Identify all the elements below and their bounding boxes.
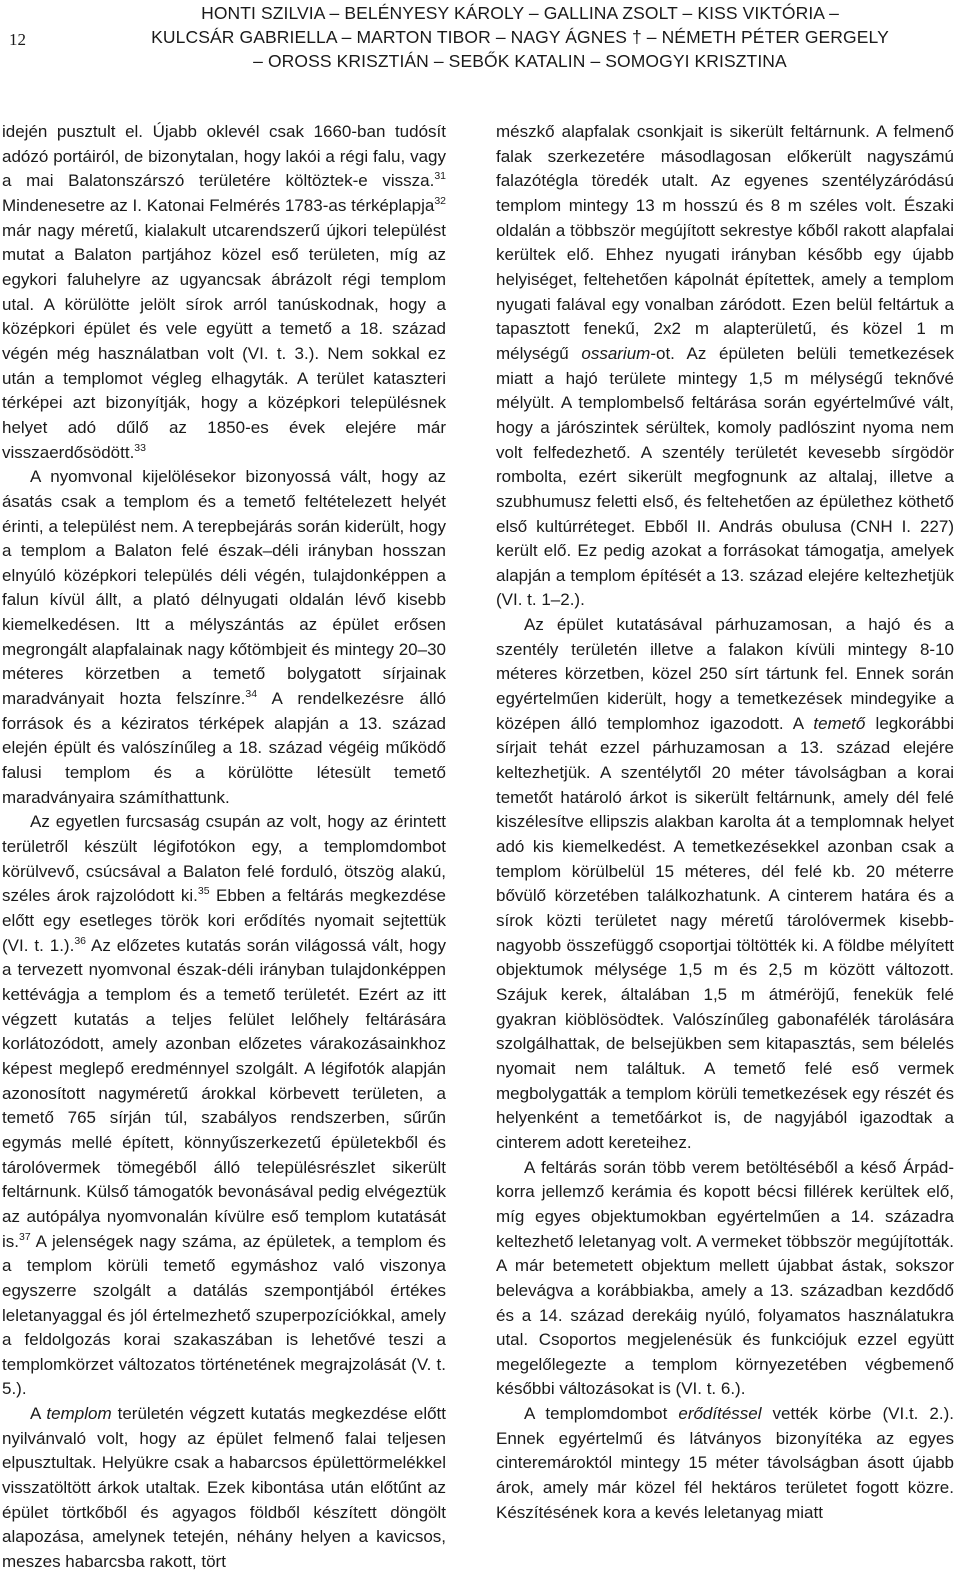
text-run: A jelenségek nagy száma, az épületek, a templom és a templom körüli temető egymáshoz való viszonya egyszerre szolgált a datálás szempontjából értékes leletanyaggal és jól értelmezhető szuperpozíciókkal, amely a feldolgozás korai szakaszában is lehetővé teszi a templomkörzet változatos történetének megrajzolását (V. t. 5.). [2, 1231, 446, 1399]
paragraph [496, 1402, 954, 1525]
text-run: Az egyetlen furcsaság csupán az volt, hogy az érintett területről készült légifotókon egy, a templomdombot körülvevő, csúcsával a Balaton felé forduló, ötszög alakú, széles árok rajzolódott ki. [2, 812, 446, 906]
text-run: Mindenesetre az I. Katonai Felmérés 1783-as térképlapja [2, 195, 435, 215]
running-header [120, 1, 920, 73]
text-run: Ebben a feltárás megkezdése előtt egy esetleges török kori erődítés nyomait sejtettük (VI. t. 1.). [2, 886, 446, 955]
paragraph [496, 613, 954, 1155]
text-run: Az előzetes kutatás során világossá vált, hogy a tervezett nyomvonal észak-déli irányban tulajdonképpen kettévágja a templom és a temető területét. Ezért az itt végzett kutatás a teljes felület lelőhely feltárására korlátozódott, amely azonban előzetes várakozásainkhoz képest meglepő eredménnyel szolgált. A légifotók alapján azonosított nagyméretű árokkal körbevett területen, a temető 765 sírján túl, szabályos rendszerben, sűrűn egymás mellé épített, könnyűszerkezetű épületekből és tárolóvermek tömegéből álló településrészlet sikerült feltárnunk. Külső támogatók bevonásával pedig elvégeztük az autópálya nyomvonalán kívülre eső templom kutatását is. [2, 935, 447, 1251]
footnote-ref-36[interactable]: 36 [74, 934, 87, 947]
footnote-ref-31[interactable]: 31 [434, 170, 446, 183]
footnote-ref-33[interactable]: 33 [134, 441, 146, 454]
text-run: legkorábbi sírjait tehát ezzel párhuzamosan a 13. század elejére keltezhetjük. A szentélytől 20 méter távolságban a korai temetőt határoló árkot is sikerült feltárnunk, amely dél felé kiszélesítve ellipszis alakban karolta át a templomnak helyet adó kis kiemelkedést. A temetkezésekkel azonban csak a templom körülbelül 15 méteres, dél felé kb. 20 méterre bővülő körzetében találkozhatunk. A cinterem határa és a sírok közti területet nagy méretű tárolóvermek kisebb-nagyobb összefüggő csoportjai töltötték ki. A földbe mélyített objektumok mélysége 1,5 m és 2,5 m között változott. Szájuk kerek, általában 1,5 m átméröjű, fenekük felé gyakran kiöblösödtek. Valószínűleg gabonafélék tárolására szolgálhattak, de belsejükben sem kitapasztás, sem bélelés nyomait nem találtuk. A temető felé eső vermek megbolygatták a templom körüli temetkezések egy részét és helyenként a temetőárkot is, de nagyjából igazodtak a cinterem adott kereteihez. [496, 713, 954, 1152]
footnote-ref-34[interactable]: 34 [245, 688, 258, 701]
text-run: Az épület kutatásával párhuzamosan, a hajó és a szentély területén illetve a falakon kívüli mintegy 8-10 méteres körzetben, közel 250 sírt tártunk fel. Ennek során egyértelműen kiderült, hogy a temetkezések mindegyike a középen álló templomhoz igazodott. A [496, 615, 954, 733]
text-run: területén végzett kutatás megkezdése előtt nyilvánvaló volt, hogy az épület felmenő falai teljesen elpusztultak. Helyükre csak a habarcsos épülettörmelékkel visszatöltött árkok utaltak. Ezek kibontása után előtűnt az épület törtkőből és agyagos földből készített döngölt alapozása, amelynek tetején, néhány helyen a kavicsos, meszes habarcsba rakott, tört [2, 1404, 446, 1572]
paragraph [2, 1402, 446, 1575]
text-run: mészkő alapfalak csonkjait is sikerült feltárnunk. A felmenő falak szerkezetére másodlagosan előkerült nagyszámú falazótégla töredék utalt. Az egyenes szentélyzáródású templom mintegy 13 m hosszú és 8 m széles volt. Északi oldalán a többször megújított sekrestye kőből rakott alapfalai kerültek elő. Ehhez nyugati irányban később egy újabb helyiséget, feltehetően kápolnát építettek, amely a templom nyugati falával egy vonalban záródott. Ezen belül feltártuk a tapasztott fenekű, 2x2 m alapterületű, és közel 1 m mélységű [496, 122, 954, 363]
emphasis: templom [46, 1404, 112, 1424]
footnote-ref-37[interactable]: 37 [19, 1230, 31, 1243]
header-authors-line-2: KULCSÁR GABRIELLA – MARTON TIBOR – NAGY ÁGNES † – NÉMETH PÉTER GERGELY [151, 27, 889, 47]
emphasis: erődítéssel [678, 1404, 762, 1424]
text-run: A [30, 1404, 47, 1424]
text-run: -ot. Az épületen belüli temetkezések miatt a hajó területe mintegy 1,5 m mélységű teknővé mélyült. A templombelső feltárása során egyértelművé vált, hogy a járószintek sérültek, komoly padlószint nyoma nem volt felfedezhető. A szentély területét kevesebb sírgödör rombolta, ezért sikerült megfognunk az altalaj, illetve a szubhumusz feletti első, és feltehetően az épülethez köthető első kultúrréteget. Ebből II. András obulusa (CNH I. 227) került elő. Ez pedig azokat a forrásokat támogatja, amelyek alapján a templom építését a 13. század elejére keltezhetjük (VI. t. 1–2.). [496, 343, 954, 610]
paragraph [2, 465, 446, 810]
emphasis: temető [813, 713, 866, 733]
text-run: A nyomvonal kijelölésekor bizonyossá vált, hogy az ásatás csak a templom és a temető feltételezett helyét érinti, a települést nem. A terepbejárás során kiderült, hogy a templom a Balaton felé észak–déli irányban hosszan elnyúló középkori település déli végén, tulajdonképpen a falun kívül állt, a plató délnyugati oldalán lévő kisebb kiemelkedésen. Itt a mélyszántás az épület erősen megrongált alapfalainak nagy kőtömbjeit és mintegy 20–30 méteres körzetben a temető bolygatott sírjainak maradványait hozta felszínre. [2, 467, 446, 709]
text-run: már nagy méretű, kialakult utcarendszerű újkori települést mutat a Balaton partjához közel eső területen, míg az egykori faluhelyre az ugyancsak ábrázolt régi templom utal. A körülötte jelölt sírok arról tanúskodnak, hogy a középkori épület és vele együtt a temető a 18. század végén még használatban volt (VI. t. 3.). Nem sokkal ez után a templomot végleg elhagyták. A terület kataszteri térképei azt bizonyítják, hogy a középkori településnek helyet adó dűlő az 1850-es évek elejére már visszaerdősödött. [2, 220, 446, 462]
text-run: A rendelkezésre álló források és a kéziratos térképek alapján a 13. század elején épült és valószínűleg a 18. század végéig működő falusi templom és a körülötte létesült temető maradványaira számíthattunk. [2, 689, 446, 807]
paragraph: A feltárás során több verem betöltéséből a késő Árpád-korra jellemző kerámia és kopott bécsi fillérek kerültek elő, míg egyes objektumokban egyértelműen a 14. századra keltezhető leletanyag volt. A vermeket többször megújították. A már betemetett objektum mellett újabbat ástak, sokszor belevágva a korábbiakba, amely a 13. században kezdődő és a 14. század derekáig nyúló, folyamatos használatukra utal. Csoportos megjelenésük és funkciójuk ezzel együtt megelőlegezte a templom környezetében végbemenő későbbi változásokat is (VI. t. 6.). [496, 1157, 954, 1399]
paragraph [496, 120, 954, 613]
paragraph [2, 810, 446, 1402]
paragraph [2, 120, 446, 465]
footnote-ref-35[interactable]: 35 [197, 885, 210, 898]
right-column [496, 120, 954, 1525]
text-run: idején pusztult el. Újabb oklevél csak 1660-ban tudósít adózó portáiról, de bizonytalan, hogy lakói a régi falu, vagy a mai Balatonszárszó területére költöztek-e vissza. [2, 122, 446, 191]
text-run: vették körbe (VI.t. 2.). Ennek egyértelmű és látványos bizonyítéka az egyes cinteremároktól mintegy 15 méter távolságban ásott újabb árok, amely már közel fél hektáros területet fogott közre. Készítésének kora a kevés leletanyag miatt [496, 1404, 954, 1522]
header-authors-line-1: HONTI SZILVIA – BELÉNYESY KÁROLY – GALLINA ZSOLT – KISS VIKTÓRIA – [201, 3, 839, 23]
text-run: A templomdombot [524, 1404, 679, 1424]
page-number: 12 [9, 30, 26, 49]
footnote-ref-32[interactable]: 32 [434, 194, 446, 207]
emphasis: ossarium [581, 343, 651, 363]
left-column [2, 120, 446, 1575]
header-authors-line-3: – OROSS KRISZTIÁN – SEBŐK KATALIN – SOMOGYI KRISZTINA [253, 51, 787, 71]
